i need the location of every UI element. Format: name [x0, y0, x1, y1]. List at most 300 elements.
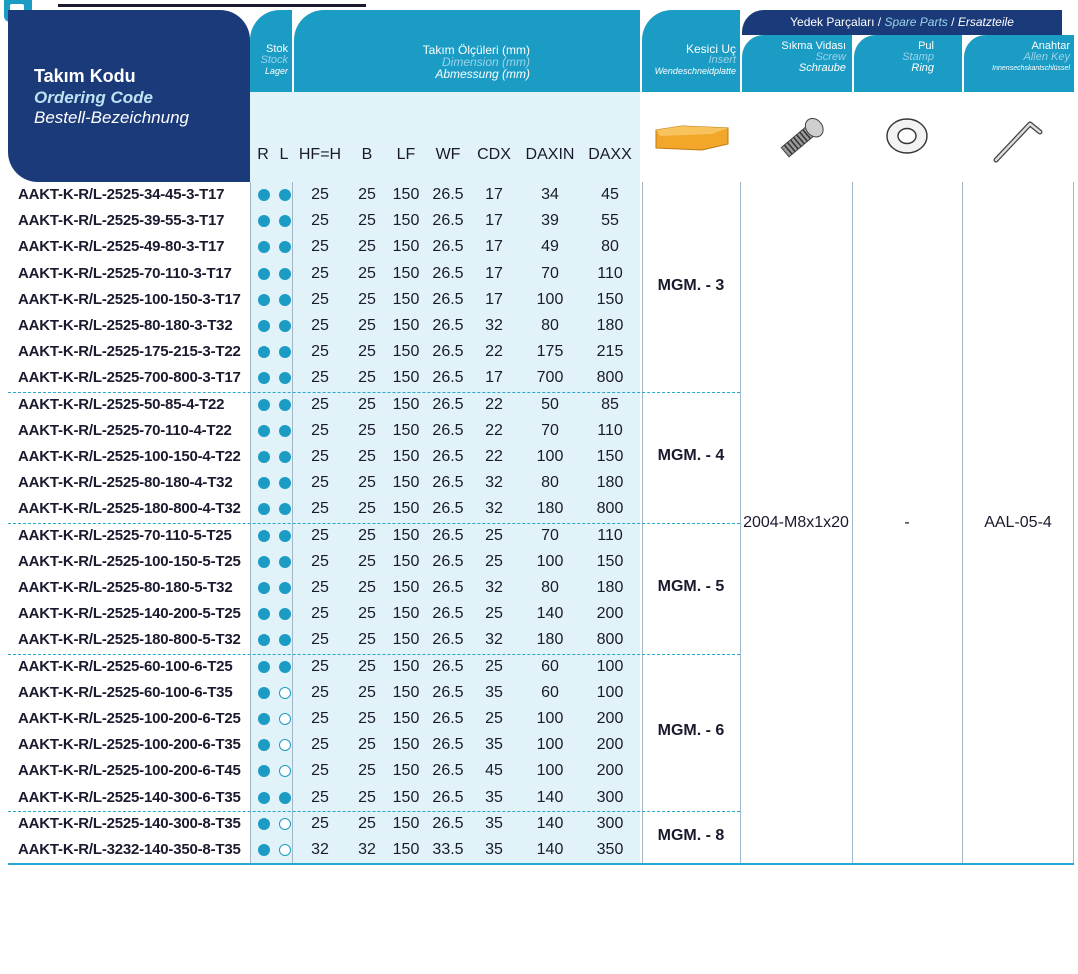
cell-daxx: 180 — [596, 579, 624, 596]
cell-wf: 26.5 — [432, 526, 464, 544]
cell-b: 25 — [358, 317, 376, 334]
cell-wf: 26.5 — [432, 395, 464, 413]
stock-r-indicator — [258, 346, 270, 358]
screw-en: Screw — [815, 51, 846, 63]
insert-icon — [652, 122, 732, 154]
cell-lf: 150 — [392, 395, 420, 413]
cell-daxx: 100 — [596, 683, 624, 701]
cell-wf: 26.5 — [432, 212, 464, 230]
ordering-code: AAKT-K-R/L-2525-80-180-4-T32 — [18, 474, 233, 492]
group-separator — [8, 654, 740, 655]
dims-en: Dimension (mm) — [441, 55, 530, 69]
cell-daxin: 70 — [541, 421, 559, 439]
cell-b: 25 — [358, 788, 376, 806]
table-row — [8, 575, 738, 601]
cell-hf: 25 — [311, 736, 329, 754]
ordering-code: AAKT-K-R/L-2525-50-85-4-T22 — [18, 395, 225, 413]
ordering-code: AAKT-K-R/L-2525-140-300-8-T35 — [18, 814, 241, 832]
slash-2: / — [951, 15, 955, 29]
insert-code: MGM. - 3 — [657, 276, 725, 294]
table-row — [8, 418, 738, 444]
cell-hf: 25 — [311, 369, 329, 387]
ordering-code: AAKT-K-R/L-2525-100-200-6-T25 — [18, 710, 241, 727]
cell-cdx: 32 — [485, 474, 503, 492]
col-r: R — [257, 146, 269, 163]
cell-daxx: 200 — [596, 605, 624, 623]
cell-daxx: 200 — [596, 762, 624, 780]
cell-b: 25 — [358, 290, 376, 308]
ordering-code: AAKT-K-R/L-2525-34-45-3-T17 — [18, 186, 225, 203]
cell-daxin: 140 — [536, 605, 564, 623]
stock-l-indicator — [279, 634, 291, 646]
stock-r-indicator — [258, 582, 270, 594]
cell-b: 25 — [358, 631, 376, 649]
table-row — [8, 654, 738, 680]
cell-lf: 150 — [392, 186, 420, 203]
cell-lf: 150 — [392, 841, 420, 858]
cell-lf: 150 — [392, 448, 420, 465]
cell-lf: 150 — [392, 605, 420, 623]
cell-wf: 26.5 — [432, 369, 464, 387]
cell-wf: 26.5 — [432, 788, 464, 806]
stock-r-indicator — [258, 320, 270, 332]
stock-l-indicator — [279, 582, 291, 594]
ordering-code-de: Bestell-Bezeichnung — [34, 108, 189, 127]
cell-wf: 26.5 — [432, 290, 464, 308]
cell-lf: 150 — [392, 762, 420, 780]
cell-hf: 25 — [311, 788, 329, 806]
stock-r-indicator — [258, 713, 270, 725]
stock-l-indicator — [279, 818, 291, 830]
stock-r-indicator — [258, 556, 270, 568]
stock-r-indicator — [258, 634, 270, 646]
stock-l-indicator — [279, 844, 291, 856]
table-row — [8, 234, 738, 260]
stamp-en: Stamp — [902, 51, 934, 63]
cell-wf: 26.5 — [432, 186, 464, 203]
cell-b: 25 — [358, 212, 376, 230]
stock-l-indicator — [279, 451, 291, 463]
cell-daxin: 80 — [541, 579, 559, 596]
stock-r-indicator — [258, 399, 270, 411]
table-row — [8, 732, 738, 758]
insert-code: MGM. - 4 — [657, 447, 725, 465]
key-code: AAL-05-4 — [984, 513, 1052, 531]
stock-r-indicator — [258, 215, 270, 227]
table-row — [8, 811, 738, 837]
cell-cdx: 17 — [485, 369, 503, 387]
cell-cdx: 35 — [485, 841, 503, 858]
cell-daxin: 700 — [536, 369, 564, 387]
table-row — [8, 470, 738, 496]
cell-cdx: 35 — [485, 683, 503, 701]
cell-daxin: 100 — [536, 552, 564, 570]
table-row — [8, 182, 738, 208]
cell-daxin: 180 — [536, 500, 564, 518]
cell-daxx: 800 — [596, 631, 624, 649]
table-row — [8, 392, 738, 418]
table-row — [8, 837, 738, 863]
cell-cdx: 25 — [485, 605, 503, 623]
cell-cdx: 35 — [485, 814, 503, 832]
cell-hf: 25 — [311, 657, 329, 675]
table-row — [8, 758, 738, 784]
cell-cdx: 17 — [485, 212, 503, 230]
washer-icon — [884, 116, 930, 156]
cell-wf: 26.5 — [432, 736, 464, 754]
key-en: Allen Key — [1023, 51, 1070, 63]
screw-header — [742, 35, 852, 92]
cell-lf: 150 — [392, 814, 420, 832]
cell-hf: 25 — [311, 814, 329, 832]
stock-r-indicator — [258, 451, 270, 463]
stock-r-indicator — [258, 661, 270, 673]
stock-r-indicator — [258, 530, 270, 542]
cell-lf: 150 — [392, 710, 420, 727]
table-row — [8, 444, 738, 470]
stock-r-indicator — [258, 765, 270, 777]
cell-hf: 25 — [311, 710, 329, 727]
ordering-code-tr: Takım Kodu — [34, 66, 136, 86]
stock-de: Lager — [264, 66, 288, 76]
cell-b: 25 — [358, 448, 376, 465]
cell-daxx: 200 — [596, 736, 624, 754]
ordering-code: AAKT-K-R/L-2525-70-110-3-T17 — [18, 264, 232, 282]
allen-key-icon — [990, 110, 1050, 166]
cell-daxx: 100 — [596, 657, 624, 675]
cell-lf: 150 — [392, 421, 420, 439]
stock-r-indicator — [258, 844, 270, 856]
stock-l-indicator — [279, 477, 291, 489]
col-cdx: CDX — [477, 146, 511, 163]
cell-daxx: 150 — [596, 290, 624, 308]
stock-l-indicator — [279, 765, 291, 777]
cell-lf: 150 — [392, 238, 420, 256]
cell-hf: 25 — [311, 343, 329, 361]
cell-cdx: 32 — [485, 631, 503, 649]
cell-daxx: 85 — [601, 395, 619, 413]
table-row — [8, 287, 738, 313]
cell-b: 25 — [358, 474, 376, 492]
ordering-code: AAKT-K-R/L-2525-70-110-5-T25 — [18, 526, 232, 544]
cell-daxin: 100 — [536, 736, 564, 754]
stock-r-indicator — [258, 477, 270, 489]
stock-l-indicator — [279, 268, 291, 280]
cell-hf: 25 — [311, 683, 329, 701]
stock-r-indicator — [258, 294, 270, 306]
cell-daxin: 180 — [536, 631, 564, 649]
stock-l-indicator — [279, 661, 291, 673]
stock-l-indicator — [279, 792, 291, 804]
cell-lf: 150 — [392, 500, 420, 518]
ordering-code: AAKT-K-R/L-2525-49-80-3-T17 — [18, 238, 225, 256]
cell-daxx: 110 — [597, 264, 623, 282]
top-rule — [58, 4, 366, 7]
ordering-code: AAKT-K-R/L-2525-80-180-3-T32 — [18, 317, 233, 334]
cell-daxx: 180 — [596, 474, 624, 492]
screw-tr: Sıkma Vidası — [781, 40, 846, 52]
cell-cdx: 17 — [485, 186, 503, 203]
cell-wf: 26.5 — [432, 474, 464, 492]
ordering-code-en: Ordering Code — [34, 88, 154, 107]
cell-lf: 150 — [392, 317, 420, 334]
insert-header — [642, 10, 740, 92]
cell-cdx: 25 — [485, 526, 503, 544]
stock-r-indicator — [258, 687, 270, 699]
ordering-code: AAKT-K-R/L-2525-180-800-4-T32 — [18, 500, 241, 518]
cell-cdx: 32 — [485, 579, 503, 596]
cell-b: 25 — [358, 526, 376, 544]
stock-l-indicator — [279, 294, 291, 306]
key-header — [964, 35, 1074, 92]
cell-b: 25 — [358, 264, 376, 282]
stamp-code: - — [904, 513, 910, 531]
stock-l-indicator — [279, 687, 291, 699]
cell-cdx: 25 — [485, 657, 503, 675]
cell-daxx: 180 — [596, 317, 624, 334]
stock-l-indicator — [279, 241, 291, 253]
cell-daxin: 100 — [536, 762, 564, 780]
stock-l-indicator — [279, 372, 291, 384]
ordering-code: AAKT-K-R/L-2525-100-150-5-T25 — [18, 552, 241, 570]
cell-b: 25 — [358, 552, 376, 570]
ordering-code: AAKT-K-R/L-2525-175-215-3-T22 — [18, 343, 241, 361]
spare-tr: Yedek Parçaları — [790, 15, 875, 29]
stock-l-indicator — [279, 399, 291, 411]
cell-daxx: 200 — [596, 710, 624, 727]
cell-hf: 25 — [311, 421, 329, 439]
cell-cdx: 17 — [485, 290, 503, 308]
dimensions-header — [294, 10, 640, 92]
cell-daxin: 70 — [541, 526, 559, 544]
column-header-row — [250, 92, 640, 182]
table-row — [8, 208, 738, 234]
cell-wf: 26.5 — [432, 500, 464, 518]
table-row — [8, 261, 738, 287]
cell-lf: 150 — [392, 264, 420, 282]
cell-daxin: 39 — [541, 212, 559, 230]
cell-wf: 26.5 — [432, 448, 464, 465]
cell-cdx: 35 — [485, 788, 503, 806]
col-daxx: DAXX — [588, 146, 632, 163]
cell-b: 25 — [358, 605, 376, 623]
screw-code: 2004-M8x1x20 — [743, 513, 849, 531]
cell-wf: 26.5 — [432, 710, 464, 727]
cell-wf: 26.5 — [432, 343, 464, 361]
stock-l-indicator — [279, 346, 291, 358]
cell-hf: 25 — [311, 186, 329, 203]
stock-r-indicator — [258, 818, 270, 830]
cell-daxx: 215 — [596, 343, 624, 361]
cell-hf: 25 — [311, 474, 329, 492]
cell-hf: 25 — [311, 317, 329, 334]
stock-en: Stock — [260, 54, 288, 66]
col-daxin: DAXIN — [525, 146, 575, 163]
cell-daxin: 34 — [541, 186, 559, 203]
cell-hf: 25 — [311, 238, 329, 256]
cell-b: 25 — [358, 762, 376, 780]
cell-lf: 150 — [392, 212, 420, 230]
cell-lf: 150 — [392, 657, 420, 675]
table-row — [8, 549, 738, 575]
cell-wf: 26.5 — [432, 762, 464, 780]
cell-daxx: 80 — [601, 238, 619, 256]
cell-hf: 25 — [311, 500, 329, 518]
stock-r-indicator — [258, 268, 270, 280]
dims-de: Abmessung (mm) — [435, 67, 530, 81]
cell-wf: 26.5 — [432, 238, 464, 256]
cell-wf: 26.5 — [432, 421, 464, 439]
cell-b: 25 — [358, 238, 376, 256]
cell-b: 25 — [358, 186, 376, 203]
cell-wf: 26.5 — [432, 552, 464, 570]
cell-lf: 150 — [392, 631, 420, 649]
spare-de: Ersatzteile — [957, 15, 1014, 29]
spare-en: Spare Parts — [884, 15, 948, 29]
cell-cdx: 32 — [485, 500, 503, 518]
cell-daxx: 110 — [597, 526, 623, 544]
cell-hf: 25 — [311, 290, 329, 308]
ordering-code: AAKT-K-R/L-2525-60-100-6-T35 — [18, 683, 233, 701]
cell-b: 25 — [358, 343, 376, 361]
cell-daxin: 80 — [541, 474, 559, 492]
ordering-code: AAKT-K-R/L-3232-140-350-8-T35 — [18, 841, 241, 858]
cell-hf: 32 — [311, 841, 329, 858]
cell-wf: 26.5 — [432, 631, 464, 649]
cell-daxin: 100 — [536, 290, 564, 308]
cell-cdx: 22 — [485, 421, 503, 439]
cell-cdx: 32 — [485, 317, 503, 334]
cell-b: 25 — [358, 369, 376, 387]
insert-en: Insert — [708, 54, 736, 66]
table-bottom-border — [8, 863, 1074, 865]
dims-tr: Takım Ölçüleri (mm) — [422, 43, 530, 57]
ordering-code: AAKT-K-R/L-2525-140-300-6-T35 — [18, 788, 241, 806]
stock-r-indicator — [258, 608, 270, 620]
cell-b: 25 — [358, 710, 376, 727]
cell-wf: 26.5 — [432, 683, 464, 701]
cell-cdx: 17 — [485, 264, 503, 282]
stamp-tr: Pul — [918, 40, 934, 52]
cell-cdx: 25 — [485, 710, 503, 727]
stock-l-indicator — [279, 215, 291, 227]
cell-b: 25 — [358, 421, 376, 439]
group-separator — [8, 392, 740, 393]
cell-wf: 26.5 — [432, 579, 464, 596]
cell-b: 25 — [358, 657, 376, 675]
cell-wf: 26.5 — [432, 657, 464, 675]
stock-r-indicator — [258, 792, 270, 804]
cell-b: 25 — [358, 683, 376, 701]
cell-hf: 25 — [311, 579, 329, 596]
cell-daxin: 175 — [536, 343, 564, 361]
cell-b: 25 — [358, 814, 376, 832]
cell-b: 32 — [358, 841, 376, 858]
table-row — [8, 496, 738, 522]
cell-wf: 26.5 — [432, 317, 464, 334]
cell-daxin: 100 — [536, 448, 564, 465]
cell-b: 25 — [358, 500, 376, 518]
cell-daxin: 140 — [536, 841, 564, 858]
cell-hf: 25 — [311, 264, 329, 282]
cell-hf: 25 — [311, 526, 329, 544]
cell-daxx: 55 — [601, 212, 619, 230]
table-row — [8, 706, 738, 732]
insert-code: MGM. - 5 — [657, 578, 725, 596]
cell-daxx: 45 — [601, 186, 619, 203]
cell-cdx: 22 — [485, 343, 503, 361]
cell-wf: 26.5 — [432, 264, 464, 282]
table-row — [8, 680, 738, 706]
cell-lf: 150 — [392, 552, 420, 570]
ordering-code-header — [8, 10, 250, 182]
cell-lf: 150 — [392, 526, 420, 544]
cell-daxx: 150 — [596, 448, 624, 465]
stock-r-indicator — [258, 425, 270, 437]
group-separator — [8, 811, 740, 812]
insert-de: Wendeschneidplatte — [654, 66, 736, 76]
ordering-code: AAKT-K-R/L-2525-60-100-6-T25 — [18, 657, 233, 675]
cell-daxin: 60 — [541, 657, 559, 675]
cell-daxx: 110 — [597, 421, 623, 439]
ordering-code: AAKT-K-R/L-2525-100-150-4-T22 — [18, 448, 241, 465]
col-lf: LF — [396, 146, 416, 163]
stock-l-indicator — [279, 425, 291, 437]
ordering-code: AAKT-K-R/L-2525-39-55-3-T17 — [18, 212, 225, 230]
table-row — [8, 523, 738, 549]
cell-lf: 150 — [392, 290, 420, 308]
insert-tr: Kesici Uç — [685, 42, 736, 56]
cell-lf: 150 — [392, 736, 420, 754]
stock-l-indicator — [279, 556, 291, 568]
table-row — [8, 601, 738, 627]
cell-lf: 150 — [392, 788, 420, 806]
cell-daxin: 80 — [541, 317, 559, 334]
stock-l-indicator — [279, 739, 291, 751]
ordering-code: AAKT-K-R/L-2525-140-200-5-T25 — [18, 605, 241, 623]
cell-hf: 25 — [311, 212, 329, 230]
table-row — [8, 785, 738, 811]
col-wf: WF — [435, 146, 461, 163]
cell-daxin: 140 — [536, 788, 564, 806]
ordering-code: AAKT-K-R/L-2525-100-200-6-T35 — [18, 736, 241, 754]
cell-cdx: 35 — [485, 736, 503, 754]
ordering-code: AAKT-K-R/L-2525-100-200-6-T45 — [18, 762, 241, 780]
cell-lf: 150 — [392, 343, 420, 361]
cell-daxin: 49 — [541, 238, 559, 256]
stock-l-indicator — [279, 713, 291, 725]
cell-lf: 150 — [392, 474, 420, 492]
cell-hf: 25 — [311, 605, 329, 623]
key-tr: Anahtar — [1031, 40, 1070, 52]
cell-wf: 26.5 — [432, 605, 464, 623]
spare-parts-banner — [742, 10, 1062, 35]
key-de: Innensechskantschlüssel — [992, 65, 1070, 72]
cell-lf: 150 — [392, 683, 420, 701]
stock-r-indicator — [258, 189, 270, 201]
stock-l-indicator — [279, 189, 291, 201]
cell-daxx: 800 — [596, 500, 624, 518]
ordering-code: AAKT-K-R/L-2525-700-800-3-T17 — [18, 369, 241, 387]
group-separator — [8, 523, 740, 524]
col-l: L — [279, 146, 289, 163]
cell-hf: 25 — [311, 552, 329, 570]
cell-wf: 26.5 — [432, 814, 464, 832]
table-row — [8, 365, 738, 391]
cell-cdx: 22 — [485, 395, 503, 413]
cell-hf: 25 — [311, 448, 329, 465]
cell-cdx: 45 — [485, 762, 503, 780]
